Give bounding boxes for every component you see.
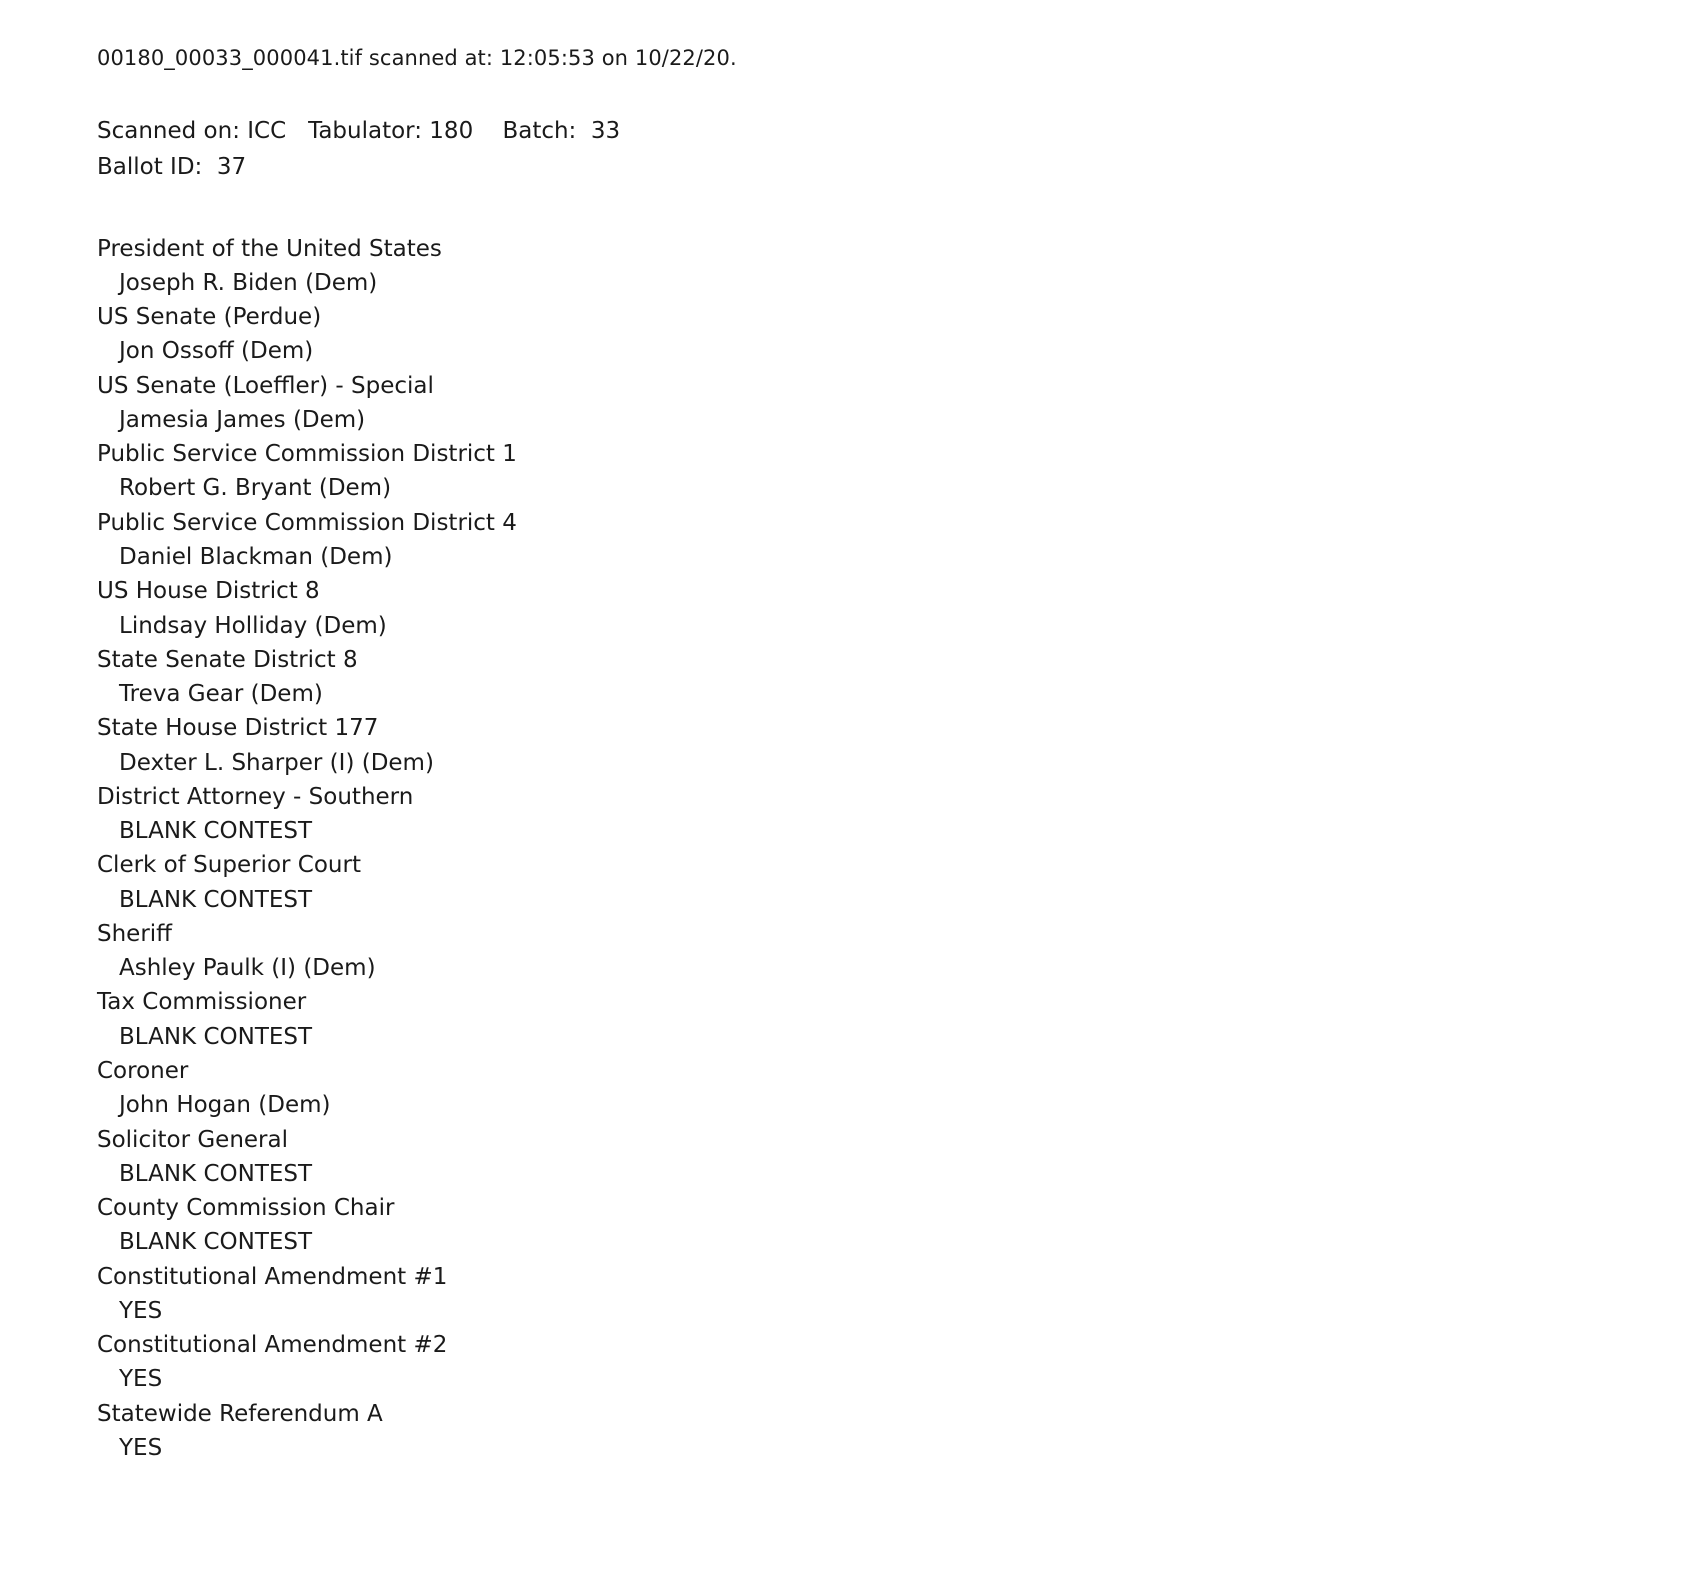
contest-choice: YES xyxy=(119,1297,163,1324)
contest-choice: BLANK CONTEST xyxy=(119,886,313,913)
contest-title: US House District 8 xyxy=(97,578,320,605)
contest-title: Constitutional Amendment #2 xyxy=(97,1332,448,1359)
contest-title: Public Service Commission District 4 xyxy=(97,509,517,536)
scan-info-line: 00180_00033_000041.tif scanned at: 12:05:53 on 10/22/20. xyxy=(97,46,737,70)
contest-title: Coroner xyxy=(97,1058,189,1084)
contest-title: State House District 177 xyxy=(97,715,379,742)
contest-choice: Jamesia James (Dem) xyxy=(119,406,366,433)
contest-item xyxy=(97,780,1597,849)
contest-choice: Ashley Paulk (I) (Dem) xyxy=(119,955,376,982)
contest-item xyxy=(97,917,1597,986)
contest-choice: John Hogan (Dem) xyxy=(119,1092,331,1119)
contest-item xyxy=(97,1328,1597,1397)
contest-choice: Lindsay Holliday (Dem) xyxy=(119,612,387,639)
contest-choice: BLANK CONTEST xyxy=(119,1229,313,1256)
document-body xyxy=(97,44,1597,1465)
contest-choice: YES xyxy=(119,1434,163,1461)
contest-title: District Attorney - Southern xyxy=(97,783,414,810)
contest-item xyxy=(97,1123,1597,1192)
contest-item xyxy=(97,643,1597,712)
contest-item xyxy=(97,1191,1597,1260)
contest-item xyxy=(97,574,1597,643)
scan-source-line: Scanned on: ICC Tabulator: 180 Batch: 33 xyxy=(97,118,621,145)
contest-item xyxy=(97,437,1597,506)
contest-title: State Senate District 8 xyxy=(97,646,358,673)
contest-title: President of the United States xyxy=(97,235,442,262)
contest-choice: BLANK CONTEST xyxy=(119,1160,313,1187)
contest-choice: Daniel Blackman (Dem) xyxy=(119,544,393,571)
contest-title: Statewide Referendum A xyxy=(97,1400,383,1427)
contest-item xyxy=(97,300,1597,369)
contest-choice: Robert G. Bryant (Dem) xyxy=(119,475,392,502)
contest-item xyxy=(97,1260,1597,1329)
contest-title: US Senate (Loeffler) - Special xyxy=(97,372,434,399)
contest-choice: Joseph R. Biden (Dem) xyxy=(119,269,378,296)
contest-title: Tax Commissioner xyxy=(97,989,307,1016)
contest-title: County Commission Chair xyxy=(97,1195,395,1222)
contest-title: Constitutional Amendment #1 xyxy=(97,1263,448,1290)
contest-item xyxy=(97,1054,1597,1123)
contest-choice: BLANK CONTEST xyxy=(119,1023,313,1050)
contest-item xyxy=(97,1397,1597,1466)
contest-item xyxy=(97,711,1597,780)
contest-item xyxy=(97,506,1597,575)
contest-item xyxy=(97,369,1597,438)
contest-item xyxy=(97,848,1597,917)
ballot-metadata xyxy=(97,114,1597,185)
contest-list xyxy=(97,232,1597,1466)
contest-choice: Jon Ossoff (Dem) xyxy=(119,338,314,365)
contest-item xyxy=(97,232,1597,301)
contest-choice: BLANK CONTEST xyxy=(119,818,313,845)
contest-choice: Treva Gear (Dem) xyxy=(119,681,323,708)
ballot-id-line: Ballot ID: 37 xyxy=(97,153,247,180)
contest-title: US Senate (Perdue) xyxy=(97,304,322,331)
contest-title: Clerk of Superior Court xyxy=(97,852,361,879)
contest-choice: Dexter L. Sharper (I) (Dem) xyxy=(119,749,434,776)
contest-title: Public Service Commission District 1 xyxy=(97,441,517,468)
contest-choice: YES xyxy=(119,1366,163,1393)
contest-title: Sheriff xyxy=(97,920,173,947)
contest-item xyxy=(97,985,1597,1054)
contest-title: Solicitor General xyxy=(97,1126,288,1153)
